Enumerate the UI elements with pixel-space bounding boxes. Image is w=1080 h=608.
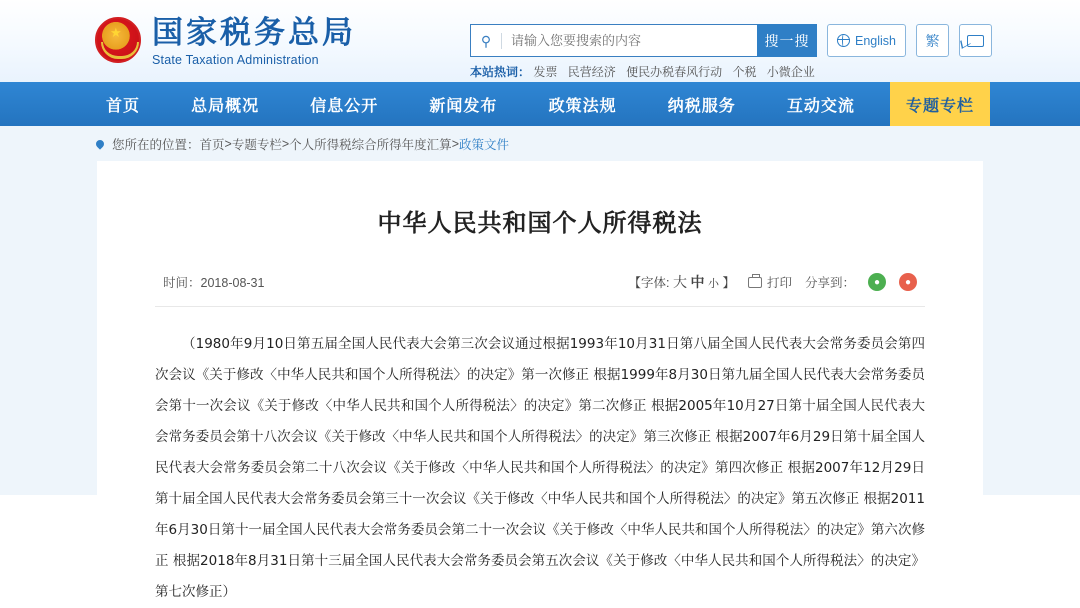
breadcrumb-item-home[interactable]: 首页: [199, 137, 225, 152]
brand-title-en: State Taxation Administration: [152, 53, 319, 67]
mail-icon: [967, 35, 984, 47]
font-size-medium-button[interactable]: 中: [690, 274, 705, 290]
site-brand[interactable]: [152, 16, 356, 67]
search-button[interactable]: 搜一搜: [757, 24, 817, 57]
hot-keyword-item[interactable]: 发票: [533, 65, 558, 79]
location-pin-icon: [94, 138, 105, 149]
main-navigation: [0, 82, 1080, 126]
breadcrumb-item-annual-settlement[interactable]: 个人所得税综合所得年度汇算: [289, 137, 452, 152]
nav-item-disclosure[interactable]: 信息公开: [310, 97, 379, 115]
breadcrumb-item-topics[interactable]: 专题专栏: [231, 137, 282, 152]
page-title: 中华人民共和国个人所得税法: [377, 209, 703, 237]
font-size-close: 】: [722, 276, 735, 290]
font-size-small-button[interactable]: 小: [707, 278, 719, 290]
wechat-icon[interactable]: ●: [868, 273, 886, 291]
nav-item-topics[interactable]: 专题专栏: [890, 82, 990, 126]
national-emblem-icon: ★: [92, 14, 144, 66]
hot-keyword-item[interactable]: 个税: [732, 65, 757, 79]
breadcrumb-prefix: 您所在的位置：: [112, 137, 200, 152]
font-size-open: 【字体:: [628, 276, 670, 290]
breadcrumb-separator: >: [224, 136, 232, 151]
language-switch-label: English: [855, 33, 896, 48]
printer-icon: [748, 277, 762, 288]
traditional-chinese-button[interactable]: 繁: [916, 24, 949, 57]
breadcrumb: [0, 126, 1080, 161]
nav-item-overview[interactable]: 总局概况: [191, 97, 260, 115]
article-container: [97, 161, 983, 600]
search-input[interactable]: [502, 25, 757, 56]
breadcrumb-separator: >: [281, 136, 290, 151]
article-meta: [155, 272, 925, 292]
header-tools: [827, 24, 992, 57]
hot-keywords: [470, 63, 822, 80]
breadcrumb-separator: >: [451, 136, 459, 151]
share-label: 分享到：: [804, 276, 855, 290]
hot-keyword-item[interactable]: 便民办税春风行动: [626, 65, 723, 79]
mail-button[interactable]: [959, 24, 992, 57]
font-size-large-button[interactable]: 大: [673, 274, 687, 290]
article-time: [163, 273, 264, 291]
font-size-controls: [629, 272, 735, 292]
weibo-icon[interactable]: ●: [899, 273, 917, 291]
search-icon: ⚲: [480, 32, 492, 49]
hot-keyword-item[interactable]: 小微企业: [766, 65, 815, 79]
hot-keyword-item[interactable]: 民营经济: [567, 65, 616, 79]
print-button[interactable]: [748, 273, 792, 291]
breadcrumb-current: 政策文件: [459, 137, 510, 152]
hot-keywords-label: 本站热词：: [470, 65, 531, 79]
page-body: [0, 161, 1080, 600]
globe-icon: [837, 34, 850, 47]
brand-title-cn: 国家税务总局: [152, 15, 356, 51]
language-switch-button[interactable]: [827, 24, 906, 57]
article-time-label: 时间：: [163, 276, 201, 290]
nav-item-services[interactable]: 纳税服务: [667, 97, 736, 115]
nav-item-interaction[interactable]: 互动交流: [786, 97, 855, 115]
site-header: [0, 0, 1080, 82]
meta-divider: [155, 306, 925, 307]
print-label: 打印: [766, 276, 792, 290]
nav-item-news[interactable]: 新闻发布: [429, 97, 498, 115]
nav-item-policy[interactable]: 政策法规: [548, 97, 617, 115]
search-bar: [470, 24, 817, 57]
article-paragraph: （1980年9月10日第五届全国人民代表大会第三次会议通过根据1993年10月31日第八届全国人民代表大会常务委员会第四次会议《关于修改〈中华人民共和国个人所得税法〉的决定》第一次修正 根据1999年8月30日第九届全国人民代表大会常务委员会第十一次会议《关于修改〈中华人民共和国个人所得税法〉的决定》第二次修正 根据2005年10月27日第十届全国人民代表大会常务委员会第十八次会议《关于修改〈中华人民共和国个人所得税法〉的决定》第三次修正 根据2007年6月29日第十届全国人民代表大会常务委员会第二十八次会议《关于修改〈中华人民共和国个人所得税法〉的决定》第四次修正 根据2007年12月29日第十届全国人民代表大会常务委员会第三十一次会议《关于修改〈中华人民共和国个人所得税法〉的决定》第五次修正 根据2011年6月30日第十一届全国人民代表大会常务委员会第二十一次会议《关于修改〈中华人民共和国个人所得税法〉的决定》第六次修正 根据2018年8月31日第十三届全国人民代表大会常务委员会第五次会议《关于修改〈中华人民共和国个人所得税法〉的决定》第七次修正）: [155, 336, 925, 600]
nav-item-home[interactable]: 首页: [106, 97, 141, 115]
article-time-value: 2018-08-31: [200, 276, 265, 290]
